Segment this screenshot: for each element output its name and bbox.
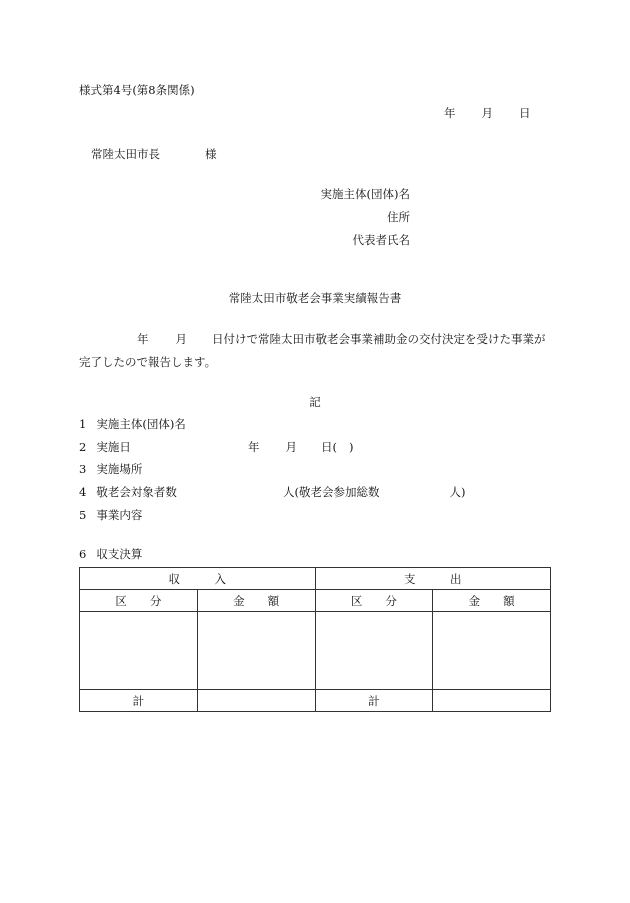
addressee-name: 常陸太田市長 xyxy=(91,147,160,161)
item-2-year: 年 xyxy=(248,440,260,454)
applicant-address: 住所 xyxy=(387,210,410,224)
body-month: 月 xyxy=(175,332,187,346)
item-4-count xyxy=(283,484,466,500)
budget-header-row xyxy=(80,568,551,590)
item-4-label: 敬老会対象者数 xyxy=(96,485,177,499)
income-category-cell xyxy=(80,612,198,690)
applicant-representative: 代表者氏名 xyxy=(352,233,410,247)
item-1-label: 実施主体(団体)名 xyxy=(96,417,186,431)
item-2-label: 実施日 xyxy=(96,440,131,454)
item-5 xyxy=(79,507,142,523)
item-3-label: 実施場所 xyxy=(96,462,143,476)
date-month: 月 xyxy=(481,106,493,120)
ki-heading: 記 xyxy=(309,395,321,409)
item-4 xyxy=(79,484,177,500)
expense-category-header: 区 分 xyxy=(315,590,433,612)
income-header: 収 入 xyxy=(80,568,316,590)
body-line-1 xyxy=(137,331,546,347)
expense-total-cell xyxy=(433,690,551,712)
body-line-2: 完了したので報告します。 xyxy=(79,355,217,369)
date-day: 日 xyxy=(519,106,531,120)
budget-table xyxy=(79,567,551,712)
item-4-unit2: 人) xyxy=(449,485,466,499)
item-3-number: 3 xyxy=(79,462,87,476)
income-amount-header: 金 額 xyxy=(197,590,315,612)
item-4-number: 4 xyxy=(79,485,87,499)
body-year: 年 xyxy=(137,332,149,346)
income-total-label: 計 xyxy=(80,690,198,712)
item-3 xyxy=(79,461,142,477)
date-year: 年 xyxy=(444,106,456,120)
date-line xyxy=(444,105,531,121)
item-4-unit: 人(敬老会参加総数 xyxy=(283,485,380,499)
budget-total-row xyxy=(80,690,551,712)
item-2-close: ) xyxy=(349,440,354,454)
item-2-number: 2 xyxy=(79,440,87,454)
budget-entry-row xyxy=(80,612,551,690)
applicant-organization: 実施主体(団体)名 xyxy=(320,187,410,201)
budget-subheader-row xyxy=(80,590,551,612)
expense-amount-header: 金 額 xyxy=(433,590,551,612)
form-number: 様式第4号(第8条関係) xyxy=(79,83,195,97)
item-5-label: 事業内容 xyxy=(96,508,143,522)
item-5-number: 5 xyxy=(79,508,87,522)
item-2-date xyxy=(248,439,354,455)
addressee-honorific: 様 xyxy=(205,147,217,161)
expense-total-label: 計 xyxy=(315,690,433,712)
item-1 xyxy=(79,416,186,432)
item-2 xyxy=(79,439,131,455)
income-amount-cell xyxy=(197,612,315,690)
expense-category-cell xyxy=(315,612,433,690)
item-2-month: 月 xyxy=(285,440,297,454)
expense-amount-cell xyxy=(433,612,551,690)
item-6 xyxy=(79,546,142,562)
document-title: 常陸太田市敬老会事業実績報告書 xyxy=(228,291,402,305)
body-line1-rest: 日付けで常陸太田市敬老会事業補助金の交付決定を受けた事業が xyxy=(212,332,546,346)
item-2-day: 日( xyxy=(321,440,337,454)
item-6-number: 6 xyxy=(79,547,87,561)
income-total-cell xyxy=(197,690,315,712)
income-category-header: 区 分 xyxy=(80,590,198,612)
item-1-number: 1 xyxy=(79,417,87,431)
expense-header: 支 出 xyxy=(315,568,551,590)
addressee xyxy=(91,146,217,162)
item-6-label: 収支決算 xyxy=(96,547,143,561)
